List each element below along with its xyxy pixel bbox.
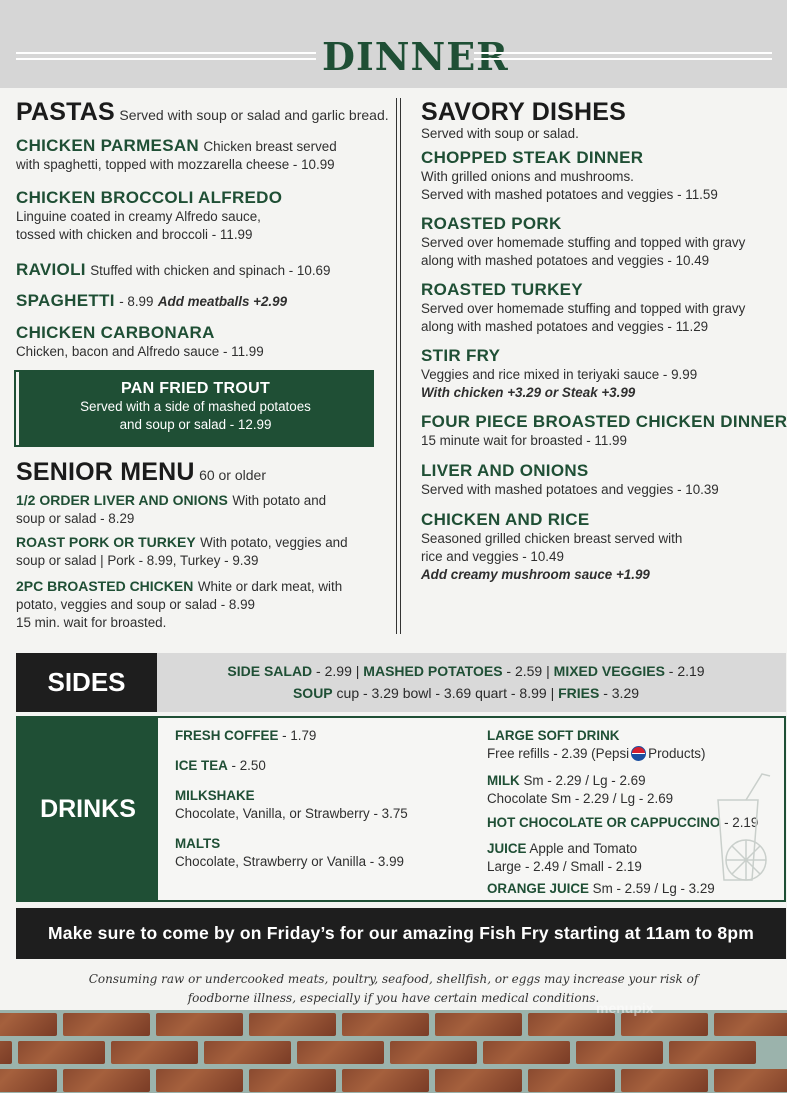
item-desc: rice and veggies - 10.49 <box>421 549 564 564</box>
item-desc: tossed with chicken and broccoli - 11.99 <box>16 227 253 242</box>
trout-desc: Served with a side of mashed potatoes <box>80 399 311 414</box>
menu-item <box>421 461 719 499</box>
menu-item <box>421 346 697 402</box>
sides-line-1 <box>166 663 766 679</box>
brick-wall-footer <box>0 1010 787 1093</box>
item-desc: Seasoned grilled chicken breast served with <box>421 531 683 546</box>
item-desc: soup or salad | Pork - 8.99, Turkey - 9.39 <box>16 553 259 568</box>
trout-desc: and soup or salad - 12.99 <box>119 417 272 432</box>
side-name: SOUP <box>292 685 333 701</box>
side-price: cup - 3.29 bowl - 3.69 quart - 8.99 <box>332 685 547 701</box>
drink-desc <box>487 745 705 763</box>
sides-line-2 <box>166 685 766 701</box>
item-name: CHICKEN PARMESAN <box>16 136 199 155</box>
item-name: LIVER AND ONIONS <box>421 461 589 480</box>
senior-note: 60 or older <box>199 467 266 483</box>
item-desc: 15 min. wait for broasted. <box>16 615 167 630</box>
brick-row <box>0 1013 787 1036</box>
item-desc: With grilled onions and mushrooms. <box>421 169 634 184</box>
item-desc: Veggies and rice mixed in teriyaki sauce - 9.99 <box>421 367 698 382</box>
item-name: 1/2 ORDER LIVER AND ONIONS <box>16 492 228 508</box>
fish-fry-banner: Make sure to come by on Friday’s for our amazing Fish Fry starting at 11am to 8pm <box>16 908 786 959</box>
item-desc: with spaghetti, topped with mozzarella cheese - 10.99 <box>16 157 335 172</box>
drink-desc: Chocolate Sm - 2.29 / Lg - 2.69 <box>487 791 674 806</box>
item-name: 2PC BROASTED CHICKEN <box>16 578 194 594</box>
item-desc: Served over homemade stuffing and topped with gravy <box>421 235 746 250</box>
item-name: STIR FRY <box>421 346 501 365</box>
drink-price: Sm - 2.59 / Lg - 3.29 <box>588 881 715 896</box>
side-price: - 3.29 <box>599 685 640 701</box>
item-name: FOUR PIECE BROASTED CHICKEN DINNER <box>421 412 787 431</box>
menu-item <box>16 323 264 361</box>
disclaimer-line: foodborne illness, especially if you have certain medical conditions. <box>187 991 600 1005</box>
drink-price: - 2.50 <box>227 758 266 773</box>
drink-desc: Large - 2.49 / Small - 2.19 <box>487 859 642 874</box>
item-desc: Linguine coated in creamy Alfredo sauce, <box>16 209 261 224</box>
drink-name: MILK <box>487 773 520 788</box>
item-addon: Add meatballs +2.99 <box>157 294 288 309</box>
item-desc: - 8.99 <box>119 294 154 309</box>
menu-item <box>421 280 745 336</box>
watermark: menupix <box>596 1000 654 1016</box>
drink-name: JUICE <box>487 841 527 856</box>
separator: | <box>546 663 554 679</box>
item-desc: along with mashed potatoes and veggies - 10.49 <box>421 253 710 268</box>
item-name: CHICKEN BROCCOLI ALFREDO <box>16 188 283 207</box>
item-name: CHICKEN AND RICE <box>421 510 590 529</box>
pepsi-logo-icon <box>631 746 646 761</box>
drink-name: ICE TEA <box>175 758 228 773</box>
menu-item <box>421 148 718 204</box>
drink-name: MALTS <box>175 836 221 851</box>
menu-item <box>421 510 682 584</box>
item-name: CHOPPED STEAK DINNER <box>421 148 644 167</box>
brick-row <box>0 1041 787 1064</box>
drink-name: HOT CHOCOLATE OR CAPPUCCINO <box>487 815 721 830</box>
senior-title: SENIOR MENU <box>16 458 195 486</box>
drink-name: FRESH COFFEE <box>175 728 279 743</box>
item-desc: Chicken, bacon and Alfredo sauce - 11.99 <box>16 344 264 359</box>
juice-glass-icon <box>700 770 780 890</box>
drinks-band <box>16 716 786 902</box>
drink-name: ORANGE JUICE <box>487 881 589 896</box>
item-desc: Served with mashed potatoes and veggies - 10.39 <box>421 482 719 497</box>
drink-name: LARGE SOFT DRINK <box>487 728 620 743</box>
menu-item <box>16 492 326 528</box>
drink-item <box>487 880 715 898</box>
drink-desc: Chocolate, Strawberry or Vanilla - 3.99 <box>175 854 404 869</box>
drink-desc: Apple and Tomato <box>526 841 638 856</box>
item-name: SPAGHETTI <box>16 291 115 310</box>
side-name: MASHED POTATOES <box>363 663 503 679</box>
header-rule-right <box>474 52 772 60</box>
menu-item <box>16 136 337 174</box>
drink-item <box>175 787 408 823</box>
pastas-title: PASTAS <box>16 98 115 126</box>
drinks-label: DRINKS <box>18 718 158 900</box>
item-desc: With potato and <box>232 493 327 508</box>
drink-price: - 2.19 <box>720 815 759 830</box>
item-name: ROASTED TURKEY <box>421 280 583 299</box>
disclaimer-line: Consuming raw or undercooked meats, poultry, seafood, shellfish, or eggs may increase your risk of <box>88 972 699 986</box>
item-desc: White or dark meat, with <box>197 579 343 594</box>
brick-row <box>0 1069 787 1092</box>
drink-price: - 1.79 <box>278 728 317 743</box>
item-name: ROASTED PORK <box>421 214 562 233</box>
drink-item <box>487 840 642 876</box>
drink-item <box>175 835 404 871</box>
menu-item <box>421 412 787 450</box>
trout-feature-box <box>16 372 372 445</box>
item-addon: With chicken +3.29 or Steak +3.99 <box>421 385 636 400</box>
header-bar <box>0 0 787 88</box>
item-addon: Add creamy mushroom sauce +1.99 <box>421 567 650 582</box>
drink-desc-text: Products) <box>648 746 706 761</box>
separator: | <box>355 663 364 679</box>
header-rule-left <box>16 52 316 60</box>
drink-item <box>175 727 316 745</box>
item-desc: soup or salad - 8.29 <box>16 511 135 526</box>
item-desc: along with mashed potatoes and veggies - 11.29 <box>421 319 709 334</box>
separator: | <box>550 685 559 701</box>
item-desc: Stuffed with chicken and spinach - 10.69 <box>90 263 331 278</box>
column-divider <box>396 98 401 634</box>
page-title: DINNER <box>322 34 509 79</box>
menu-item <box>16 534 348 570</box>
sides-band <box>16 653 786 712</box>
item-desc: With potato, veggies and <box>200 535 348 550</box>
savory-title: SAVORY DISHES <box>421 98 626 126</box>
drink-price: Sm - 2.29 / Lg - 2.69 <box>519 773 646 788</box>
side-price: - 2.19 <box>664 663 705 679</box>
senior-section <box>16 458 394 630</box>
item-name: RAVIOLI <box>16 260 86 279</box>
item-desc: Served over homemade stuffing and topped with gravy <box>421 301 746 316</box>
item-name: ROAST PORK OR TURKEY <box>16 534 196 550</box>
savory-section <box>421 98 787 582</box>
drink-desc-text: Free refills - 2.39 (Pepsi <box>487 746 630 761</box>
menu-item <box>16 188 282 244</box>
menu-item <box>16 291 287 311</box>
side-name: FRIES <box>558 685 600 701</box>
item-desc: Served with mashed potatoes and veggies - 11.59 <box>421 187 718 202</box>
item-desc: 15 minute wait for broasted - 11.99 <box>421 433 627 448</box>
drink-item <box>487 772 673 808</box>
menu-item <box>16 578 342 632</box>
drink-item <box>175 757 266 775</box>
menu-item <box>421 214 745 270</box>
sides-label: SIDES <box>16 653 157 712</box>
drink-item <box>487 727 705 763</box>
savory-note: Served with soup or salad. <box>421 126 579 141</box>
trout-name: PAN FRIED TROUT <box>120 380 271 397</box>
pastas-note: Served with soup or salad and garlic bread. <box>119 107 389 123</box>
side-price: - 2.99 <box>312 663 352 679</box>
item-desc: potato, veggies and soup or salad - 8.99 <box>16 597 255 612</box>
item-name: CHICKEN CARBONARA <box>16 323 215 342</box>
side-name: MIXED VEGGIES <box>553 663 665 679</box>
drink-desc: Chocolate, Vanilla, or Strawberry - 3.75 <box>175 806 408 821</box>
side-price: - 2.59 <box>502 663 543 679</box>
drink-name: MILKSHAKE <box>175 788 255 803</box>
item-desc: Chicken breast served <box>203 139 337 154</box>
side-name: SIDE SALAD <box>227 663 313 679</box>
menu-item <box>16 260 330 280</box>
